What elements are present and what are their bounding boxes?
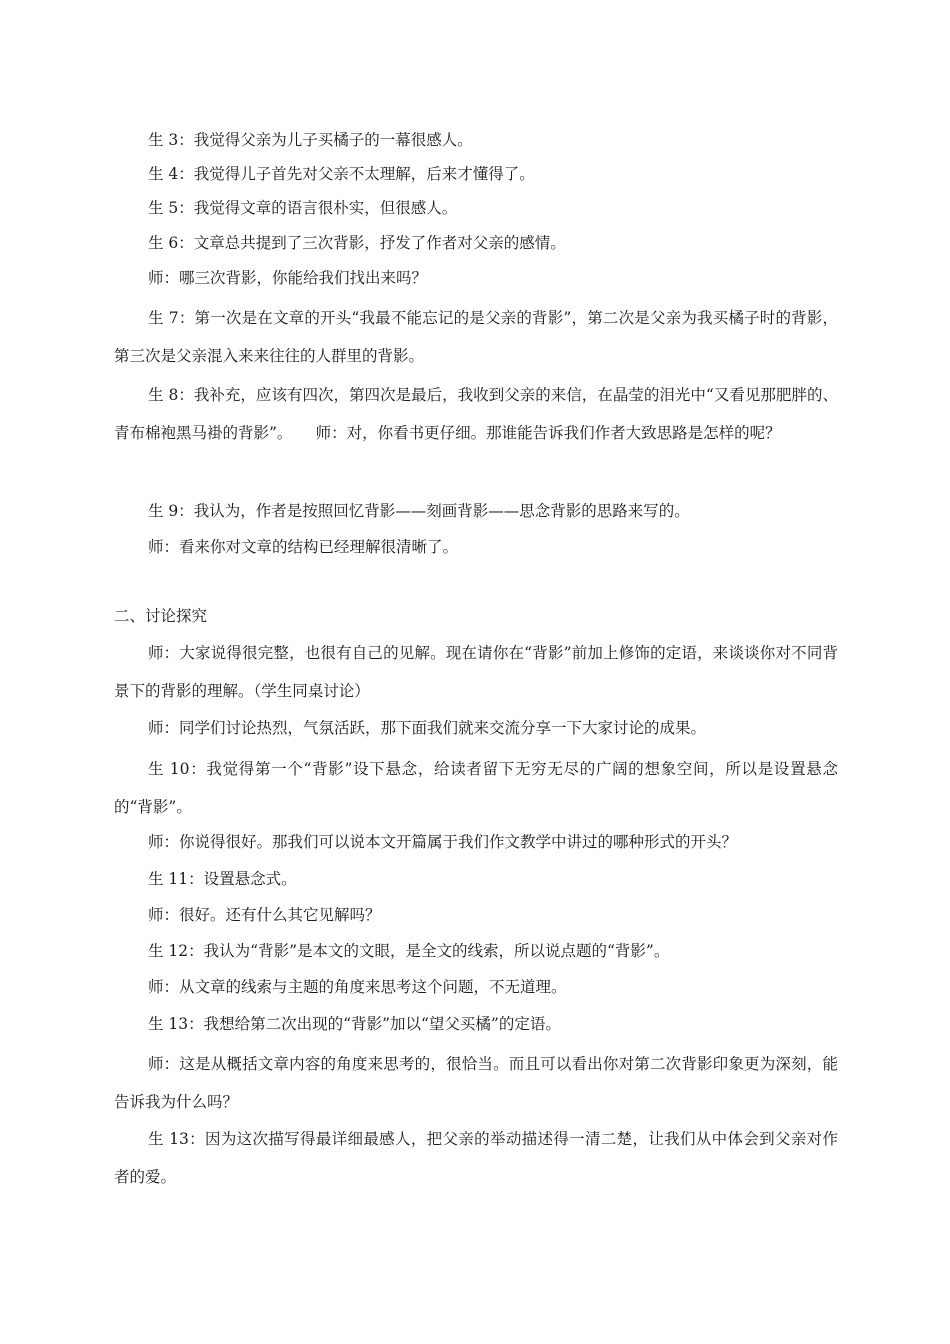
paragraph-discussion-5: 生 11：设置悬念式。 — [148, 870, 297, 888]
paragraph-student-5: 生 5：我觉得文章的语言很朴实，但很感人。 — [148, 199, 458, 217]
paragraph-discussion-7: 生 12：我认为“背影”是本文的文眼，是全文的线索，所以说点题的“背影”。 — [148, 942, 670, 960]
paragraph-student-7: 生 7：第一次是在文章的开头“我最不能忘记的是父亲的背影”，第二次是父亲为我买橘子时的背影，第三次是父亲混入来来往往的人群里的背影。 — [114, 309, 838, 365]
paragraph-student-3: 生 3：我觉得父亲为儿子买橘子的一幕很感人。 — [148, 131, 473, 149]
paragraph-discussion-2: 师：同学们讨论热烈，气氛活跃，那下面我们就来交流分享一下大家讨论的成果。 — [148, 719, 707, 737]
paragraph-discussion-4: 师：你说得很好。那我们可以说本文开篇属于我们作文教学中讲过的哪种形式的开头？ — [148, 833, 738, 851]
section-heading: 二、讨论探究 — [114, 607, 208, 625]
paragraph-student-6: 生 6：文章总共提到了三次背影，抒发了作者对父亲的感情。 — [148, 234, 566, 252]
paragraph-discussion-6: 师：很好。还有什么其它见解吗？ — [148, 906, 381, 924]
paragraph-discussion-11: 生 13：因为这次描写得最详细最感人，把父亲的举动描述得一清二楚，让我们从中体会到父亲对作者的爱。 — [114, 1130, 838, 1186]
paragraph-discussion-3: 生 10：我觉得第一个“背影”设下悬念，给读者留下无穷无尽的广阔的想象空间，所以是设置悬念的“背影”。 — [114, 760, 838, 816]
paragraph-student-9: 生 9：我认为，作者是按照回忆背影——刻画背影——思念背影的思路来写的。 — [148, 502, 690, 520]
paragraph-discussion-8: 师：从文章的线索与主题的角度来思考这个问题，不无道理。 — [148, 978, 567, 996]
paragraph-discussion-1: 师：大家说得很完整，也很有自己的见解。现在请你在“背影”前加上修饰的定语，来谈谈你对不同背景下的背影的理解。（学生同桌讨论） — [114, 644, 838, 700]
paragraph-teacher-1: 师：哪三次背影，你能给我们找出来吗？ — [148, 269, 428, 287]
paragraph-teacher-2: 师：看来你对文章的结构已经理解很清晰了。 — [148, 538, 459, 556]
paragraph-discussion-10: 师：这是从概括文章内容的角度来思考的，很恰当。而且可以看出你对第二次背影印象更为深刻，能告诉我为什么吗？ — [114, 1055, 838, 1111]
paragraph-student-8: 生 8：我补充，应该有四次，第四次是最后，我收到父亲的来信，在晶莹的泪光中“又看见那肥胖的、青布棉袍黑马褂的背影”。 师：对，你看书更仔细。那谁能告诉我们作者大致思路是怎样的呢？ — [114, 386, 838, 442]
paragraph-student-4: 生 4：我觉得儿子首先对父亲不太理解，后来才懂得了。 — [148, 165, 535, 183]
paragraph-discussion-9: 生 13：我想给第二次出现的“背影”加以“望父买橘”的定语。 — [148, 1015, 561, 1033]
